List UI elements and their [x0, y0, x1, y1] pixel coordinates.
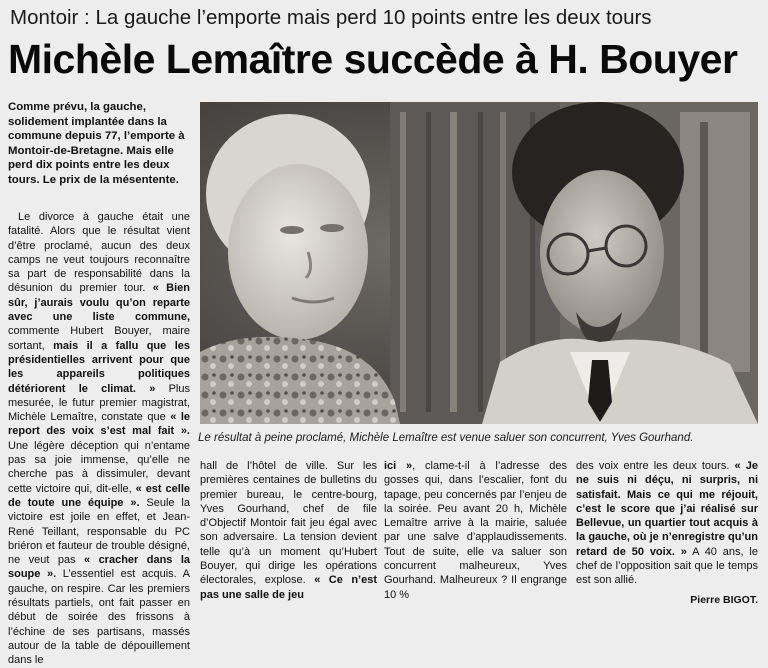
quote-run-1: « Ce n’est pas une salle de jeu — [200, 574, 377, 601]
kicker: Montoir : La gauche l’emporte mais perd 10 points entre les deux tours — [10, 6, 652, 29]
headline: Michèle Lemaître succède à H. Bouyer — [8, 36, 738, 82]
column-4-text — [576, 459, 758, 588]
lead-paragraph: Comme prévu, la gauche, solidement implantée dans la commune depuis 77, l’emporte à Montoir-de-Bretagne. Mais elle perd dix points entre les deux tours. Le prix de la mésentente. — [8, 101, 185, 186]
article-column-2 — [200, 459, 377, 602]
quote-run-0: ici » — [384, 460, 413, 472]
column-1-text — [8, 210, 190, 668]
text-run-10: L’essentiel est acquis. A gauche, on respire. Car les premiers résultats partiels, ont fait passer en début de soirée des frissons à l’échine de ses partisans, massés autour de la table de dépouillement dans le — [8, 568, 191, 667]
text-run-4: Plus mesurée, le futur premier magistrat, Michèle Lemaître, constate que — [8, 382, 190, 424]
photo-caption: Le résultat à peine proclamé, Michèle Lemaître est venue saluer son concurrent, Yves Gourhand. — [198, 432, 694, 444]
news-photo — [200, 102, 758, 424]
byline: Pierre BIGOT. — [690, 594, 758, 606]
text-run-1: , clame-t-il à l’adresse des gosses qui, dans l’escalier, font du tapage, peu concernés par l’enjeu de la soirée. Peu avant 20 h, Michèle Lemaître arrive à la mairie, saluée par une salve d’applaudissements. Tout de suite, elle va saluer son concurrent malheureux, Yves Gourhand. Malheureux ? Il engrange 10 % — [384, 460, 567, 601]
text-run-2: commente Hubert Bouyer, maire sortant, — [8, 325, 190, 352]
text-run-8: Seule la victoire est joile en effet, et Jean-René Teillant, responsable du PC briéron et fauteur de trouble désigné, ne veut pas — [8, 496, 190, 567]
article-column-1 — [8, 210, 190, 668]
quote-run-7: « est celle de toute une équipe ». — [8, 482, 190, 509]
article-column-3 — [384, 459, 567, 602]
column-2-text — [200, 459, 377, 602]
quote-run-1: « Bien sûr, j’aurais voulu qu’on reparte avec une liste commune, — [8, 282, 190, 324]
column-3-text — [384, 459, 567, 602]
text-run-2: A 40 ans, le chef de l’opposition sait que le temps est son allié. — [576, 545, 758, 587]
text-run-6: Une légère déception qui n’entame pas sa joie immense, qu’elle ne cherche pas à dissimuler, devant cette victoire qui, dit-elle, — [8, 439, 190, 495]
photo-illustration — [200, 102, 758, 424]
quote-run-1: « Je ne suis ni déçu, ni surpris, ni satisfait. Mais ce qui me réjouit, c’est le score que j’ai réalisé sur Bellevue, un quartier tout acquis à la gauche, où je n’enregistre qu’un retard de 50 voix. » — [576, 460, 758, 558]
text-run-0: des voix entre les deux tours. — [576, 460, 735, 472]
text-run-0: Le divorce à gauche était une fatalité. Alors que le résultat vient d’être proclamé, aucun des deux camps ne veut toujours reconnaître sa part de responsabilité dans la désunion du premier tour. — [8, 211, 190, 295]
text-run-0: hall de l’hôtel de ville. Sur les premières centaines de bulletins du premier bureau, le centre-bourg, Yves Gourhand, chef de file d’Objectif Montoir fait jeu égal avec son adversaire. La tension devient telle qu’à un moment qu’Hubert Bouyer, qui dirige les opérations électorales, explose. — [200, 460, 377, 587]
article-column-4 — [576, 459, 758, 588]
quote-run-3: mais il a fallu que les présidentielles arrivent pour que les appareils politiques détériorent le climat. » — [8, 339, 190, 395]
quote-run-9: « cracher dans la soupe ». — [8, 554, 191, 581]
quote-run-5: « le report des voix s’est mal fait ». — [8, 411, 190, 438]
